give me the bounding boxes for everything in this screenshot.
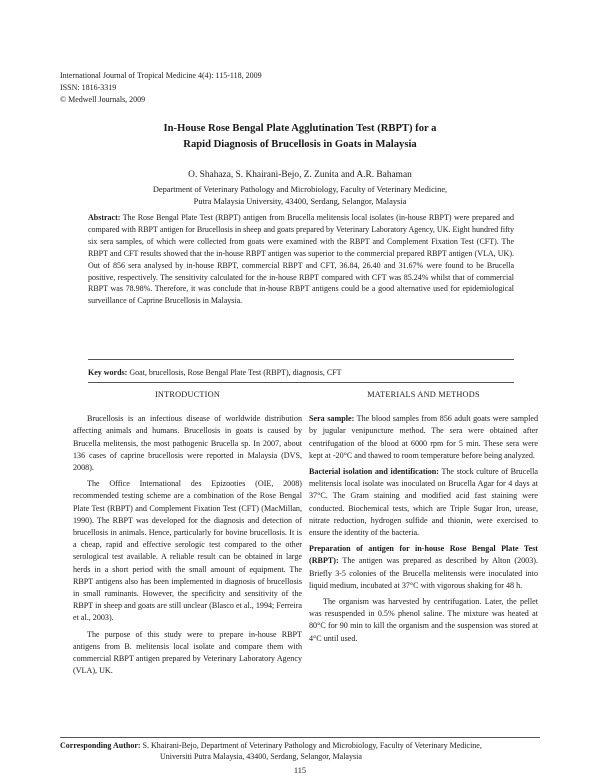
paper-title [60,121,540,153]
methods-section-isolation [309,466,538,539]
keywords-text: Goat, brucellosis, Rose Bengal Plate Test (RBPT), diagnosis, CFT [129,368,342,377]
affiliation-line-1: Department of Veterinary Pathology and Microbiology, Faculty of Veterinary Medicine, [152,185,448,194]
methods-heading: MATERIALS AND METHODS [367,390,480,399]
methods-section-head: Preparation of antigen for in-house Rose Bengal Plate Test (RBPT): [309,544,538,566]
abstract-label: Abstract: [88,213,121,222]
methods-section-antigen [309,543,538,592]
methods-section-head: Bacterial isolation and identification: [309,467,440,477]
corresponding-author-line-1 [60,741,540,752]
paper-title-line-2: Rapid Diagnosis of Brucellosis in Goats in Malaysia [183,139,417,150]
abstract [88,212,514,307]
methods-section-head: Sera sample: [309,414,355,424]
corresponding-author [60,741,540,762]
keywords-bottom-rule [88,382,514,383]
keywords-label: Key words: [88,368,128,377]
methods-section-text: The blood samples from 856 adult goats were sampled by jugular venipuncture method. The sera were obtained after centrifugation of the blood at 6000 rpm for 5 min. These sera were kept at -20°C and thawed to room temperature before being analyzed. [309,414,538,460]
introduction-paragraph: Brucellosis is an infectious disease of worldwide distribution affecting animals and humans. Brucellosis in goats is caused by Brucella melitensis, the most pathogenic Brucella sp. In 2007, about 136 cases of caprine brucellosis were reported in Malaysia (DVS, 2008). [73,414,302,473]
page-number: 115 [293,766,307,775]
journal-citation: International Journal of Tropical Medicine 4(4): 115-118, 2009 [60,71,262,80]
keywords [88,367,514,379]
methods-column [309,389,538,649]
journal-issn: ISSN: 1816-3319 [60,83,117,92]
corresponding-author-address: Universiti Putra Malaysia, 43400, Serdang, Selangor, Malaysia [160,751,362,761]
methods-paragraph: The organism was harvested by centrifugation. Later, the pellet was resuspended in 0.5% phenol saline. The mixture was heated at 80°C for 90 min to kill the organism and the suspension was stored at 4°C until used. [309,597,538,643]
abstract-text: The Rose Bengal Plate Test (RBPT) antigen from Brucella melitensis local isolates (in-house RBPT) were prepared and compared with RBPT antigen for Brucellosis in sheep and goats prepared by Veterinary Laboratory Agency, UK. Eight hundred fifty six sera samples, of which were collected from goats were examined with the RBPT and Complement Fixation Test (CFT). The RBPT and CFT results showed that the in-house RBPT antigen was superior to the commercial prepared RBPT antigen (VLA, UK). Out of 856 sera analysed by in-house RBPT, commercial RBPT and CFT, 36.84, 26.40 and 31.67% were found to be Brucella positive, respectively. The sensitivity calculated for the in-house RBPT compared with CFT was 85.24% whilst that of commercial RBPT was 78.98%. Therefore, it was conclude that in-house RBPT antigens could be a good alternative used for epidemiological surveillance of Caprine Brucellosis in Malaysia. [88,213,515,306]
keywords-top-rule [88,359,514,360]
journal-copyright: © Medwell Journals, 2009 [60,95,146,104]
paper-title-line-1: In-House Rose Bengal Plate Agglutination Test (RBPT) for a [163,123,437,134]
journal-info [60,70,262,106]
methods-section-text: The stock culture of Brucella melitensis local isolate was inoculated on Brucella Agar for 4 days at 37°C. The Gram staining and modified acid fast staining were conducted. Biochemical tests, which are Triple Sugar Iron, urease, nitrate reduction, hydrogen sulfide and thionin, were exercised to ensure the identity of the bacteria. [309,467,538,538]
affiliation [60,184,540,208]
authors: O. Shahaza, S. Khairani-Bejo, Z. Zunita and A.R. Bahaman [188,170,412,180]
affiliation-line-2: Putra Malaysia University, 43400, Serdang, Selangor, Malaysia [193,197,407,206]
introduction-heading: INTRODUCTION [154,390,221,399]
introduction-column [73,389,302,681]
footer-rule [60,737,540,738]
corresponding-author-label: Corresponding Author: [60,741,141,750]
methods-section-sera [309,413,538,462]
corresponding-author-text: S. Khairani-Bejo, Department of Veterinary Pathology and Microbiology, Faculty of Veterinary Medicine, [142,741,482,750]
introduction-paragraph: The purpose of this study were to prepare in-house RBPT antigens from B. melitensis local isolate and compare them with commercial RBPT antigen prepared by Veterinary Laboratory Agency (VLA), UK. [73,629,302,676]
introduction-paragraph: The Office International des Epizooties (OIE, 2008) recommended testing scheme are a combination of the Rose Bengal Plate Test (RBPT) and Complement Fixation Test (CFT) (MacMillan, 1990). The RBPT was developed for the diagnosis and detection of brucellosis in animals. Hence, particularly for bovine brucellosis. It is a cheap, rapid and effective serologic test compared to the other serological test available. A reliable result can be obtained in large herds in a short period with the small amount of equipment. The RBPT antigens also has been implemented in diagnosis of brucellosis in small ruminants. However, the specificity and sensitivity of the RBPT in sheep and goats are still unclear (Blasco et al., 1994; Ferreira et al., 2003). [73,479,302,623]
methods-section-text: The antigen was prepared as described by Alton (2003). Briefly 3-5 colonies of the Brucella melitensis were inoculated into liquid medium, incubated at 37°C with vigorous shaking for 48 h. [309,556,538,590]
